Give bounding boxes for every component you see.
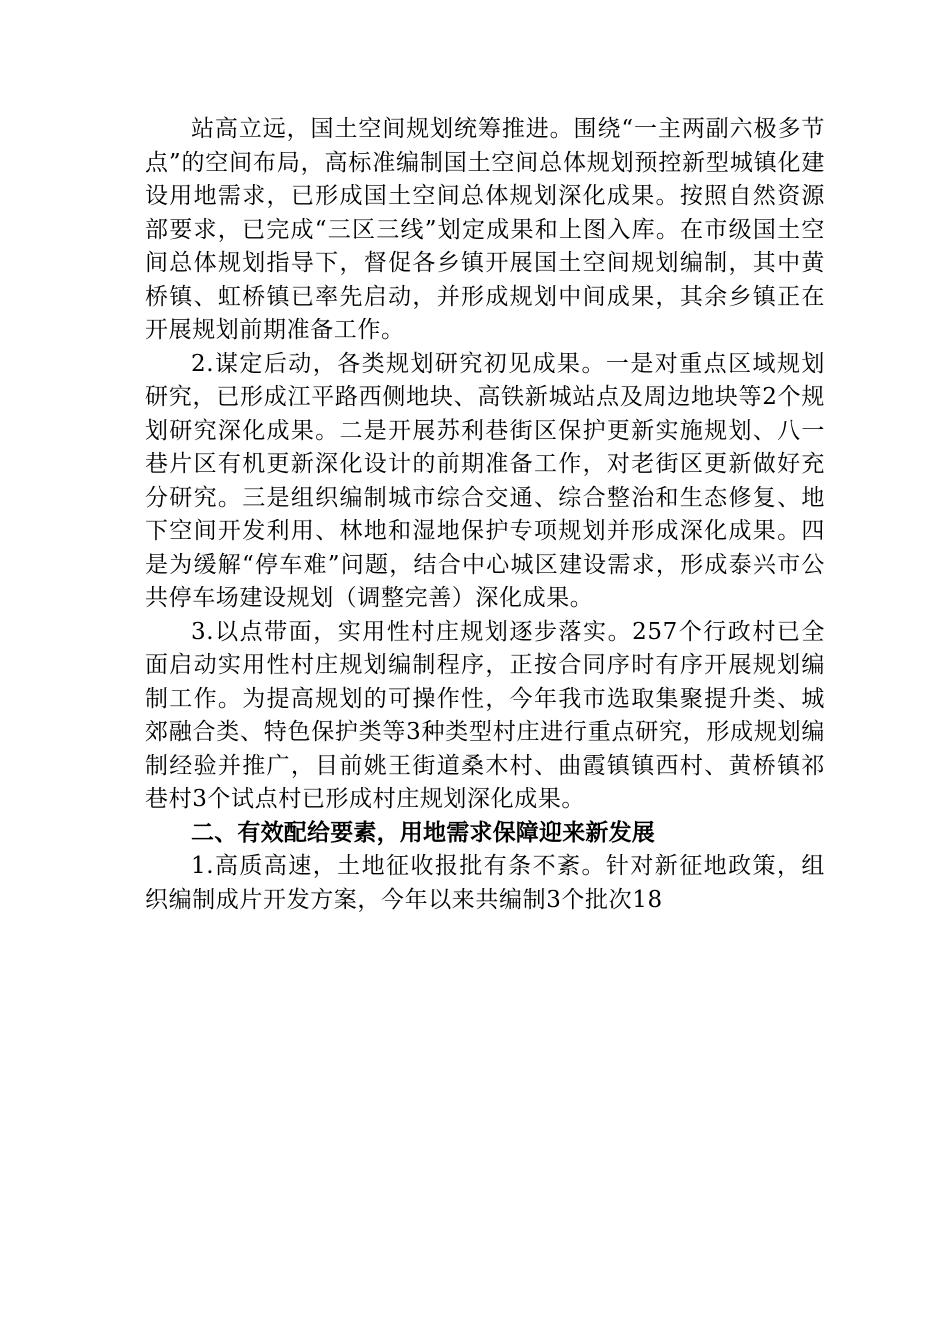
paragraph-land-acquisition: 1.高质高速，土地征收报批有条不紊。针对新征地政策，组织编制成片开发方案，今年以来共编制3个批次18 bbox=[145, 853, 825, 913]
paragraph-village-planning: 3.以点带面，实用性村庄规划逐步落实。257个行政村已全面启动实用性村庄规划编制程序，正按合同序时有序开展规划编制工作。为提高规划的可操作性，今年我市选取集聚提升类、城郊融合类、特色保护类等3种类型村庄进行重点研究，形成规划编制经验并推广，目前姚王街道桑木村、曲霞镇镇西村、黄桥镇祁巷村3个试点村已形成村庄规划深化成果。 bbox=[145, 618, 825, 812]
paragraph-land-space-planning: 站高立远，国土空间规划统筹推进。围绕“一主两副六极多节点”的空间布局，高标准编制国土空间总体规划预控新型城镇化建设用地需求，已形成国土空间总体规划深化成果。按照自然资源部要求，已完成“三区三线”划定成果和上图入库。在市级国土空间总体规划指导下，督促各乡镇开展国土空间规划编制，其中黄桥镇、虹桥镇已率先启动，并形成规划中间成果，其余乡镇正在开展规划前期准备工作。 bbox=[145, 116, 825, 343]
document-body bbox=[145, 113, 825, 917]
section-heading: 二、有效配给要素，用地需求保障迎来新发展 bbox=[191, 819, 655, 846]
paragraph-planning-research: 2.谋定后动，各类规划研究初见成果。一是对重点区域规划研究，已形成江平路西侧地块、高铁新城站点及周边地块等2个规划研究深化成果。二是开展苏利巷街区保护更新实施规划、八一巷片区有机更新深化设计的前期准备工作，对老街区更新做好充分研究。三是组织编制城市综合交通、综合整治和生态修复、地下空间开发利用、林地和湿地保护专项规划并形成深化成果。四是为缓解“停车难”问题，结合中心城区建设需求，形成泰兴市公共停车场建设规划（调整完善）深化成果。 bbox=[145, 350, 825, 611]
